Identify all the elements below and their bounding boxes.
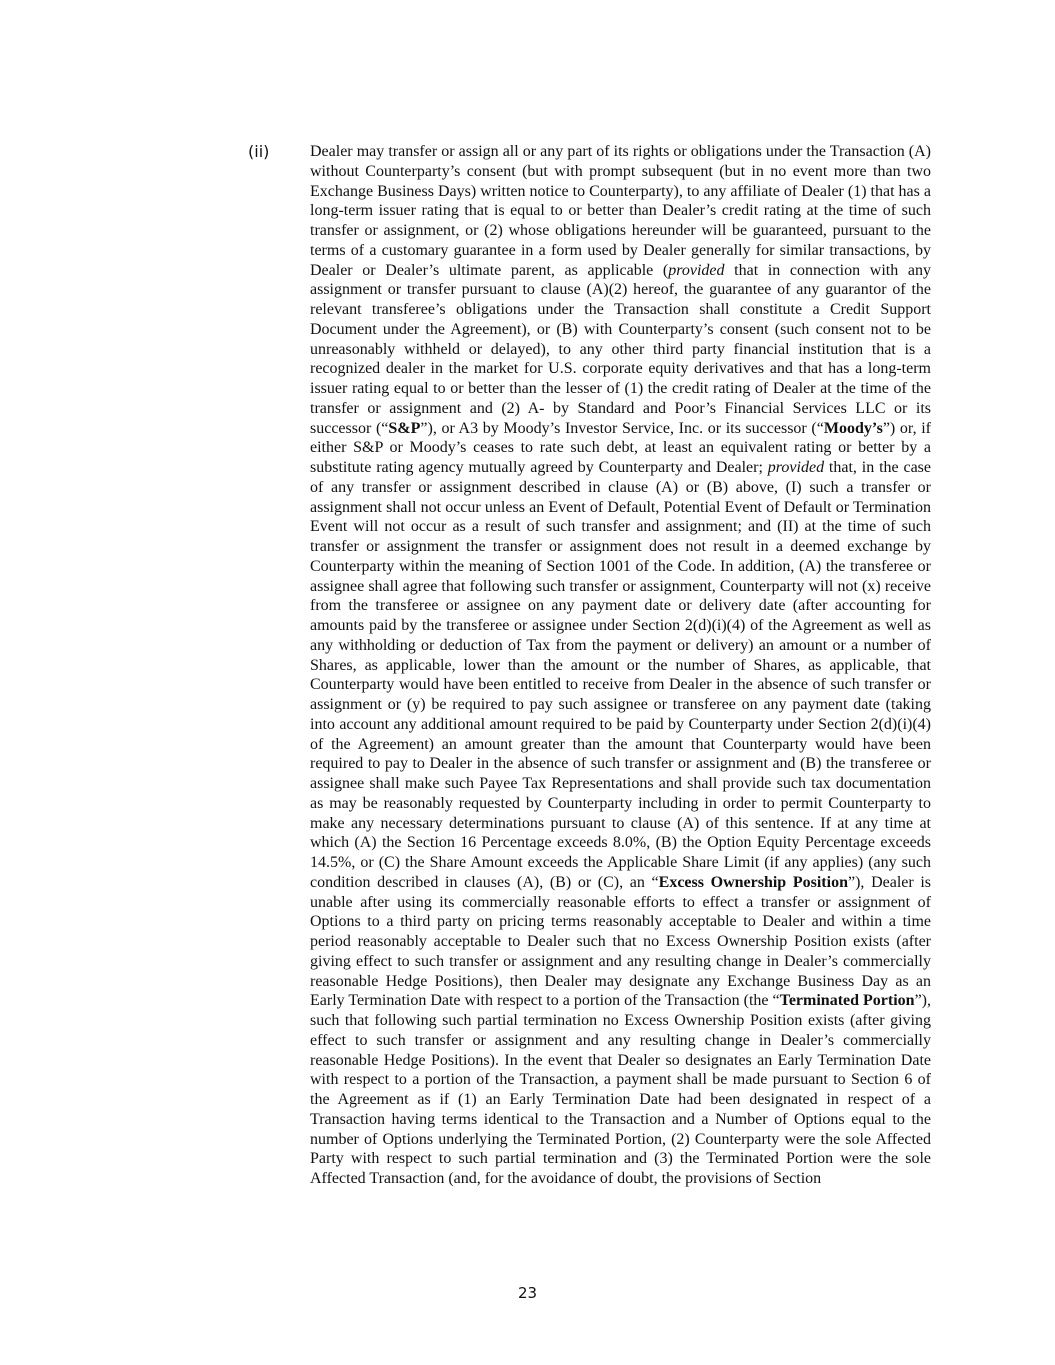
paragraph-text: ”), such that following such partial termination no Excess Ownership Position exists (after giving effect to such transfer or assignment and any resulting change in Dealer’s commercially reasonable Hedge Positions). In the event that Dealer so designates an Early Termination Date with respect to a portion of the Transaction, a payment shall be made pursuant to Section 6 of the Agreement as if (1) an Early Termination Date had been designated in respect of a Transaction having terms identical to the Transaction and a Number of Options equal to the number of Options underlying the Terminated Portion, (2) Counterparty were the sole Affected Party with respect to such partial termination and (3) the Terminated Portion were the sole Affected Transaction (and, for the avoidance of doubt, the provisions of Section: [310, 992, 932, 1187]
provided-term: provided: [767, 459, 825, 476]
defined-term-sp: S&P: [388, 419, 421, 437]
paragraph-text: ”) or, if either S&P or Moody’s ceases to rate such debt, at least an equivalent rating or better by a substitute rating agency mutually agreed by Counterparty and Dealer;: [310, 419, 931, 476]
paragraph-text: ”), Dealer is unable after using its commercially reasonable efforts to effect a transfer or assignment of Options to a third party on pricing terms reasonably acceptable to Dealer and within a time period reasonably acceptable to Dealer such that no Excess Ownership Position exists (after giving effect to such transfer or assignment and any resulting change in Dealer’s commercially reasonable Hedge Positions), then Dealer may designate any Exchange Business Day as an Early Termination Date with respect to a portion of the Transaction (the “: [310, 873, 932, 1010]
item-label: (ii): [248, 142, 270, 161]
paragraph-text: ”), or A3 by Moody’s Investor Service, Inc. or its successor (“: [420, 419, 824, 437]
defined-term-moodys: Moody’s: [823, 419, 883, 437]
paragraph-text: that in connection with any assignment or transfer pursuant to clause (A)(2) hereof, the guarantee of any guarantor of the relevant transferee’s obligations under the Transaction shall constitute a Credit Support Document under the Agreement), or (B) with Counterparty’s consent (such consent not to be unreasonably withheld or delayed), to any other third party financial institution that is a recognized dealer in the market for U.S. corporate equity derivatives and that has a long-term issuer rating equal to or better than the lesser of (1) the credit rating of Dealer at the time of the transfer or assignment and (2) A- by Standard and Poor’s Financial Services LLC or its successor (“: [310, 261, 931, 437]
item-paragraph: [310, 142, 931, 1189]
defined-term-excess-ownership-position: Excess Ownership Position: [658, 873, 848, 891]
paragraph-text: that, in the case of any transfer or assignment described in clause (A) or (B) above, (I) such a transfer or assignment shall not occur unless an Event of Default, Potential Event of Default or Termination Event will not occur as a result of such transfer and assignment; and (II) at the time of such transfer or assignment the transfer or assignment does not result in a deemed exchange by Counterparty within the meaning of Section 1001 of the Code. In addition, (A) the transferee or assignee shall agree that following such transfer or assignment, Counterparty will not (x) receive from the transferee or assignee on any payment date or delivery date (after accounting for amounts paid by the transferee or assignee under Section 2(d)(i)(4) of the Agreement as well as any withholding or deduction of Tax from the payment or delivery) an amount or a number of Shares, as applicable, lower than the amount or the number of Shares, as applicable, that Counterparty would have been entitled to receive from Dealer in the absence of such transfer or assignment or (y) be required to pay such assignee or transferee on any payment date (taking into account any additional amount required to be paid by Counterparty under Section 2(d)(i)(4) of the Agreement) an amount greater than the amount that Counterparty would have been required to pay to Dealer in the absence of such transfer or assignment and (B) the transferee or assignee shall make such Payee Tax Representations and shall provide such tax documentation as may be reasonably requested by Counterparty including in order to permit Counterparty to make any necessary determinations pursuant to clause (A) of this sentence. If at any time at which (A) the Section 16 Percentage exceeds 8.0%, (B) the Option Equity Percentage exceeds 14.5%, or (C) the Share Amount exceeds the Applicable Share Limit (if any applies) (any such condition described in clauses (A), (B) or (C), an “: [310, 459, 932, 891]
paragraph-text: Dealer may transfer or assign all or any part of its rights or obligations under the Transaction (A) without Counterparty’s consent (but with prompt subsequent (but in no event more than two Exchange Business Days) written notice to Counterparty), to any affiliate of Dealer (1) that has a long-term issuer rating that is equal to or better than Dealer’s credit rating at the time of such transfer or assignment, or (2) whose obligations hereunder will be guaranteed, pursuant to the terms of a customary guarantee in a form used by Dealer generally for similar transactions, by Dealer or Dealer’s ultimate parent, as applicable (: [310, 143, 931, 279]
provided-term: provided: [668, 261, 725, 279]
defined-term-terminated-portion: Terminated Portion: [779, 992, 915, 1010]
page-number: 23: [517, 1284, 538, 1302]
